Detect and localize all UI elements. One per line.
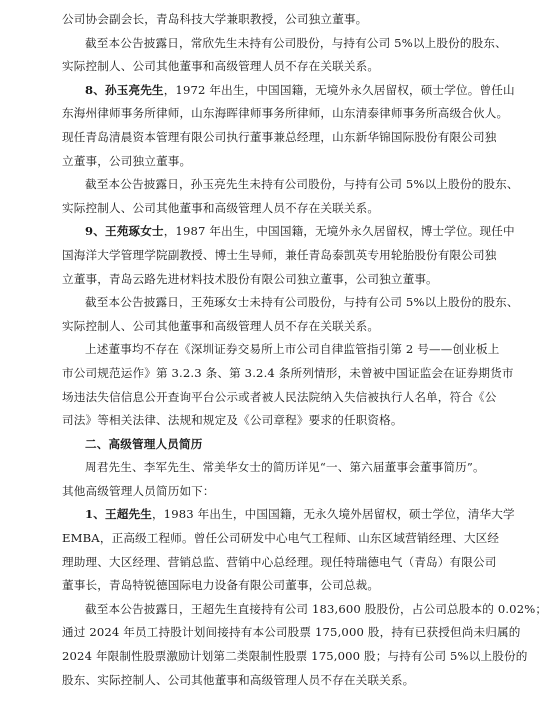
person-name: 8、孙玉亮先生	[85, 82, 164, 97]
document-body	[62, 8, 547, 692]
line-text: 东海州律师事务所律师，山东海晖律师事务所律师，山东清泰律师事务所高级合伙人。	[62, 106, 509, 121]
line-text: 上述董事均不存在《深圳证券交易所上市公司自律监管指引第 2 号——创业板上	[85, 342, 500, 357]
text-line	[62, 645, 528, 669]
text-line	[62, 669, 453, 693]
text-line	[62, 574, 453, 598]
text-line	[62, 197, 453, 221]
section-heading	[62, 433, 453, 457]
text-line	[62, 409, 453, 433]
text-line	[62, 621, 521, 645]
line-text: ，1983 年出生，中国国籍，无永久境外居留权，硕士学位，清华大学	[151, 507, 515, 522]
line-text: 国海洋大学管理学院副教授、博士生导师，兼任青岛泰凯英专用轮胎股份有限公司独	[62, 247, 497, 262]
line-text: 周君先生、李军先生、常美华女士的简历详见“一、第六届董事会董事简历”。	[85, 460, 485, 475]
line-text: 董事长，青岛特锐德国际电力设备有限公司董事，公司总裁。	[62, 578, 380, 593]
line-text: 截至本公告披露日，王超先生直接持有公司 183,600 股股份，占公司总股本的 0.02%；	[85, 601, 547, 616]
text-line	[62, 315, 453, 339]
text-line	[62, 503, 515, 527]
line-text: ，1987 年出生，中国国籍，无境外永久居留权，博士学位。现任中	[163, 224, 515, 239]
text-line	[62, 527, 500, 551]
line-text: 场违法失信信息公开查询平台公示或者被人民法院纳入失信被执行人名单，符合《公	[62, 389, 497, 404]
line-text: 实际控制人、公司其他董事和高级管理人员不存在关联关系。	[62, 200, 380, 215]
line-text: 股东、实际控制人、公司其他董事和高级管理人员不存在关联关系。	[62, 672, 415, 687]
line-text: 实际控制人、公司其他董事和高级管理人员不存在关联关系。	[62, 318, 380, 333]
line-text: 2024 年限制性股票激励计划第二类限制性股票 175,000 股；与持有公司 5%以上股份的	[62, 649, 528, 664]
line-text: 截至本公告披露日，王苑琢女士未持有公司股份，与持有公司 5%以上股份的股东、	[85, 295, 519, 310]
text-line	[62, 480, 453, 504]
text-line	[62, 362, 514, 386]
text-line	[62, 102, 509, 126]
text-line	[62, 32, 507, 56]
line-text: 司法》等相关法律、法规和规定及《公司章程》要求的任职资格。	[62, 413, 403, 428]
line-text: 现任青岛清晨资本管理有限公司执行董事兼总经理，山东新华锦国际股份有限公司独	[62, 129, 497, 144]
text-line	[62, 220, 515, 244]
line-text: 市公司规范运作》第 3.2.3 条、第 3.2.4 条所列情形，未曾被中国证监会在证券期货市	[62, 365, 514, 380]
text-line	[62, 598, 547, 622]
text-line	[62, 291, 519, 315]
line-text: 通过 2024 年员工持股计划间接持有本公司股票 175,000 股，持有已获授但尚未归属的	[62, 625, 521, 640]
line-text: ，1972 年出生，中国国籍，无境外永久居留权，硕士学位。曾任山	[163, 82, 515, 97]
text-line	[62, 8, 453, 32]
text-line	[62, 456, 485, 480]
line-text: EMBA，正高级工程师。曾任公司研发中心电气工程师、山东区域营销经理、大区经	[62, 531, 500, 546]
text-line	[62, 126, 497, 150]
line-text: 实际控制人、公司其他董事和高级管理人员不存在关联关系。	[62, 59, 380, 74]
line-text: 其他高级管理人员简历如下：	[62, 483, 215, 498]
line-text: 截至本公告披露日，孙玉亮先生未持有公司股份，与持有公司 5%以上股份的股东、	[85, 177, 519, 192]
person-name: 9、王苑琢女士	[85, 224, 164, 239]
section-heading-text: 二、高级管理人员简历	[85, 436, 203, 451]
text-line	[62, 386, 497, 410]
line-text: 截至本公告披露日，常欣先生未持有公司股份，与持有公司 5%以上股份的股东、	[85, 35, 507, 50]
person-name: 1、王超先生	[85, 507, 152, 522]
line-text: 立董事，公司独立董事。	[62, 153, 192, 168]
text-line	[62, 55, 453, 79]
text-line	[62, 268, 453, 292]
text-line	[62, 173, 519, 197]
line-text: 理助理、大区经理、营销总监、营销中心总经理。现任特瑞德电气（青岛）有限公司	[62, 554, 497, 569]
text-line	[62, 150, 453, 174]
text-line	[62, 551, 497, 575]
text-line	[62, 79, 515, 103]
text-line	[62, 338, 500, 362]
text-line	[62, 244, 497, 268]
line-text: 立董事，青岛云路先进材料技术股份有限公司独立董事，公司独立董事。	[62, 271, 438, 286]
line-text: 公司协会副会长，青岛科技大学兼职教授，公司独立董事。	[62, 12, 368, 26]
